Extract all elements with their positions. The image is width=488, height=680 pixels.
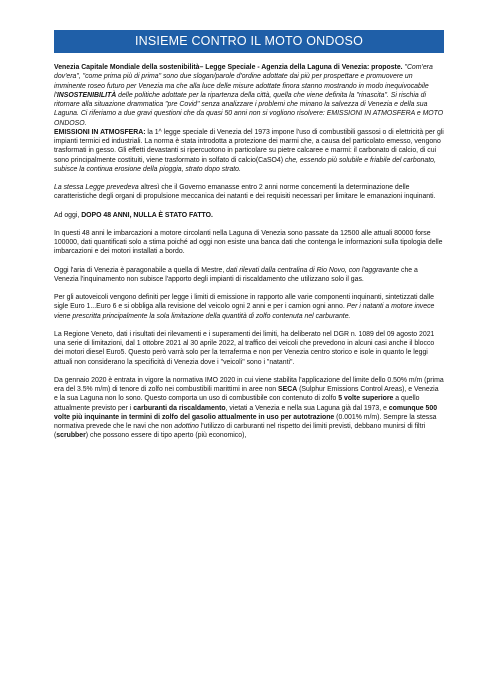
emissioni-italic: che, essendo più solubile e friabile del carbonato, subisce la continua erosione della pioggia, strato dopo strato. <box>54 156 436 173</box>
document-body <box>54 63 444 441</box>
paragraph-ad-oggi <box>54 211 444 220</box>
paragraph-intro <box>54 63 444 128</box>
banner-title: INSIEME CONTRO IL MOTO ONDOSO <box>54 30 444 53</box>
imo-text-1: Da gennaio 2020 è entrata in vigore la normativa IMO 2020 in cui viene stabilita l'applicazione del limite dello 0.50% m/m (prima era del 3.5% m/m) di tenore di zolfo nei combustibili marittimi in aree non <box>54 376 444 393</box>
paragraph-imo <box>54 376 444 441</box>
paragraph-autoveicoli <box>54 293 444 321</box>
intro-italic-text: "Com'era dov'era", "come prima più di prima" sono due slogan/parole d'ordine adottate dai più per prospettare e promuovere un imminente roseo futuro per Venezia ma che alla luce delle misure adottate finora stanno mostrando in modo inequivocabile l' <box>54 64 433 99</box>
imo-italic-adottino: adottino <box>174 423 199 430</box>
imo-bold-500-volte: comunque 500 volte più inquinante in termini di zolfo del gasolio attualmente in uso per autotrazione <box>54 404 438 421</box>
autoveicoli-italic: Per i natanti a motore invece viene prescritta principalmente la sola limitazione della quantità di zolfo contenuta nel carburante. <box>54 303 435 320</box>
paragraph-legge <box>54 183 444 202</box>
legge-italic: La stessa Legge prevedeva <box>54 184 139 191</box>
aria-italic: dati rilevati dalla centralina di Rio Novo, con l'aggravante <box>226 266 400 274</box>
ad-oggi-bold: DOPO 48 ANNI, NULLA È STATO FATTO. <box>81 211 213 219</box>
intro-italic-rest: delle politiche adottate per la ripartenza della città, quella che viene definita la "rinascita". Si rischia di ritornare alla situazione drammatica "pre Covid" senza analizzare i problemi che minano la salvezza di Venezia e della sua Laguna. Ci riferiamo a due gravi questioni che da quasi 50 anni non si vogliono risolvere: EMISSIONI IN ATMOSFERA e MOTO ONDOSO. <box>54 91 444 127</box>
imo-text-5: (0.001% m/m). <box>334 413 382 421</box>
aria-text-1: Oggi l'aria di Venezia è paragonabile a quella di Mestre, <box>54 266 227 274</box>
imo-bold-carburanti: carburanti da riscaldamento <box>133 404 226 412</box>
paragraph-aria <box>54 266 444 285</box>
paragraph-emissioni <box>54 128 444 174</box>
imo-text-2: (Sulphur Emissions Control Areas), e Venezia e la sua Laguna non lo sono. Questo comporta un uso di combustibile con contenuto di zolfo <box>54 386 439 403</box>
ad-oggi-text: Ad oggi, <box>54 211 82 219</box>
emissioni-heading: EMISSIONI IN ATMOSFERA: <box>54 128 146 136</box>
autoveicoli-text: Per gli autoveicoli vengono definiti per legge i limiti di emissione in rapporto alle varie componenti inquinanti, sintetizzati dalle sigle Euro 1...Euro 6 e si obbliga alla revisione del veicolo ogni 2 anni e per i camion ogni anno. <box>54 294 434 311</box>
imo-text-7: l'utilizzo di carburanti nel rispetto dei limiti previsti, debbano munirsi di filtri ( <box>54 423 426 440</box>
imo-text-8: ) che possono essere di tipo aperto (più economico), <box>85 432 247 440</box>
legge-text: altresì che il Governo emanasse entro 2 anni norme concernenti la determinazione delle caratteristiche degli organi di propulsione meccanica dei natanti e dei requisiti necessari per limitare le emanazioni inquinanti. <box>54 184 436 201</box>
imo-bold-seca: SECA <box>278 386 298 393</box>
intro-title: Venezia Capitale Mondiale della sostenibilità– Legge Speciale - Agenzia della Laguna di Venezia: proposte. <box>54 64 403 71</box>
imo-text-4: , vietati a Venezia e nella sua Laguna già dal 1973, e <box>225 404 389 412</box>
imo-text-6: Sempre la stessa normativa prevede che le navi che non <box>54 413 437 430</box>
paragraph-imbarcazioni: In questi 48 anni le imbarcazioni a motore circolanti nella Laguna di Venezia sono passate da 12500 alle attuali 80000 forse 100000, dati quantificati solo a stima poiché ad oggi non esiste una banca dati che contenga le informazioni sulla tipologia delle imbarcazioni e dei motori installati a bordo. <box>54 229 443 256</box>
imo-text-3: a quello attualmente previsto per i <box>54 395 420 412</box>
imo-bold-5-volte: 5 volte superiore <box>338 395 394 403</box>
emissioni-text: la 1^ legge speciale di Venezia del 1973 impone l'uso di combustibili gassosi o di elettricità per gli impianti termici ed industriali. La norma è stata introdotta a protezione dei marmi che, a causa del particolato emesso, vengono trasformati in gesso. Gli effetti devastanti si ripercuotono in particolare su pietre calcaree e marmi: il carbonato di calcio, di cui sono principalmente costituiti, viene trasformato in solfato di calcio(CaSO4) <box>54 128 444 164</box>
intro-italic-bold: INSOSTENIBILITÀ <box>56 91 117 99</box>
paragraph-regione: La Regione Veneto, dati i risultati dei rilevamenti e i superamenti dei limiti, ha deliberato nel DGR n. 1089 del 09 agosto 2021 una serie di limitazioni, dal 1 ottobre 2021 al 30 aprile 2022, al traffico dei veicoli che prevedono in alcuni casi anche il blocco dei motori diesel Euro5. Questo però varrà solo per la terraferma e non per Venezia centro storico e isole in quanto le leggi attuali non considerano la specificità di Venezia dove i "veicoli" sono i "natanti". <box>54 330 435 366</box>
imo-bold-scrubber: scrubber <box>56 432 86 440</box>
intro-italic <box>54 64 443 127</box>
aria-text-2: che a Venezia l'inquinamento non subisce l'apporto degli impianti di riscaldamento che utilizzano solo il gas. <box>54 266 418 283</box>
